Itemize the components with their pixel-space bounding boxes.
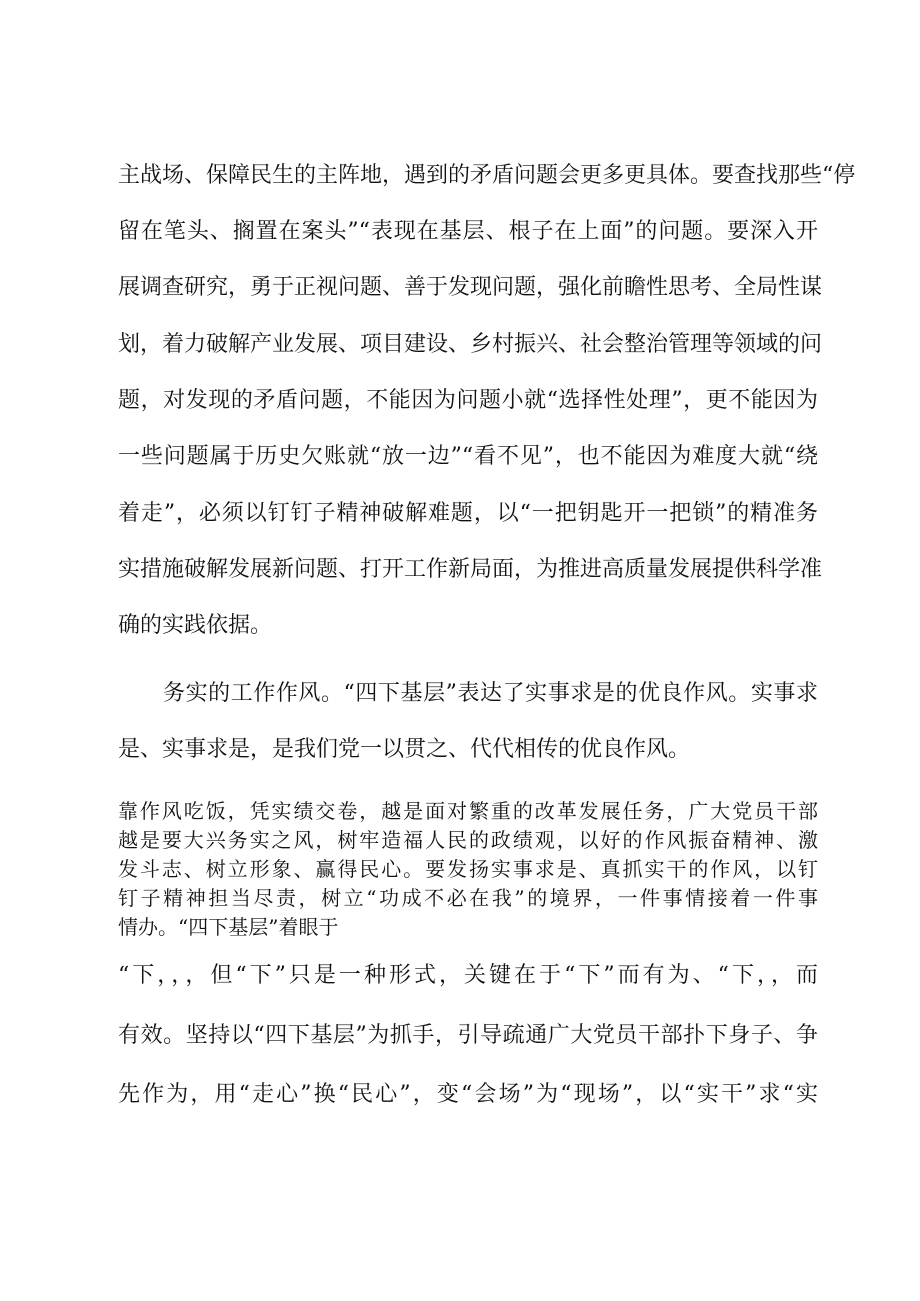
- text-line: 是、实事求是，是我们党一以贯之、代代相传的优良作风。: [118, 737, 691, 762]
- text-line: “下，，，但“下”只是一种形式，关键在于“下”而有为、“下，，而: [118, 963, 819, 988]
- text-line: 越是要大兴务实之风，树牢造福人民的政绩观，以好的作风振奋精神、激: [118, 828, 818, 852]
- text-line: 留在笔头、搁置在案头”“表现在基层、根子在上面”的问题。要深入开: [118, 219, 818, 244]
- text-line: 钉子精神担当尽责，树立“功成不必在我”的境界，一件事情接着一件事: [118, 886, 818, 910]
- text-line: 主战场、保障民生的主阵地，遇到的矛盾问题会更多更具体。要查找那些“停: [118, 163, 856, 188]
- text-line: 情办。“四下基层”着眼于: [118, 915, 339, 939]
- text-line: 实措施破解发展新问题、打开工作新局面，为推进高质量发展提供科学准: [118, 557, 823, 582]
- text-line: 划，着力破解产业发展、项目建设、乡村振兴、社会整治管理等领域的问: [118, 332, 823, 357]
- text-line: 靠作风吃饭，凭实绩交卷，越是面对繁重的改革发展任务，广大党员干部: [118, 799, 818, 823]
- text-line: 确的实践依据。: [118, 613, 273, 638]
- text-line: 有效。坚持以“四下基层”为抓手，引导疏通广大党员干部扑下身子、争: [118, 1023, 818, 1048]
- text-line: 先作为，用“走心”换“民心”，变“会场”为“现场”，以“实干”求“实: [118, 1082, 818, 1107]
- text-line: 发斗志、树立形象、赢得民心。要发扬实事求是、真抓实干的作风，以钉: [118, 857, 818, 881]
- text-line: 题，对发现的矛盾问题，不能因为问题小就“选择性处理”，更不能因为: [118, 388, 818, 413]
- text-line: 一些问题属于历史欠账就“放一边”“看不见”，也不能因为难度大就“绕: [118, 444, 818, 469]
- text-line: 着走”，必须以钉钉子精神破解难题，以“一把钥匙开一把锁”的精准务: [118, 501, 818, 526]
- text-line: 务实的工作作风。“四下基层”表达了实事求是的优良作风。实事求: [163, 681, 818, 706]
- text-line: 展调查研究，勇于正视问题、善于发现问题，强化前瞻性思考、全局性谋: [118, 275, 823, 300]
